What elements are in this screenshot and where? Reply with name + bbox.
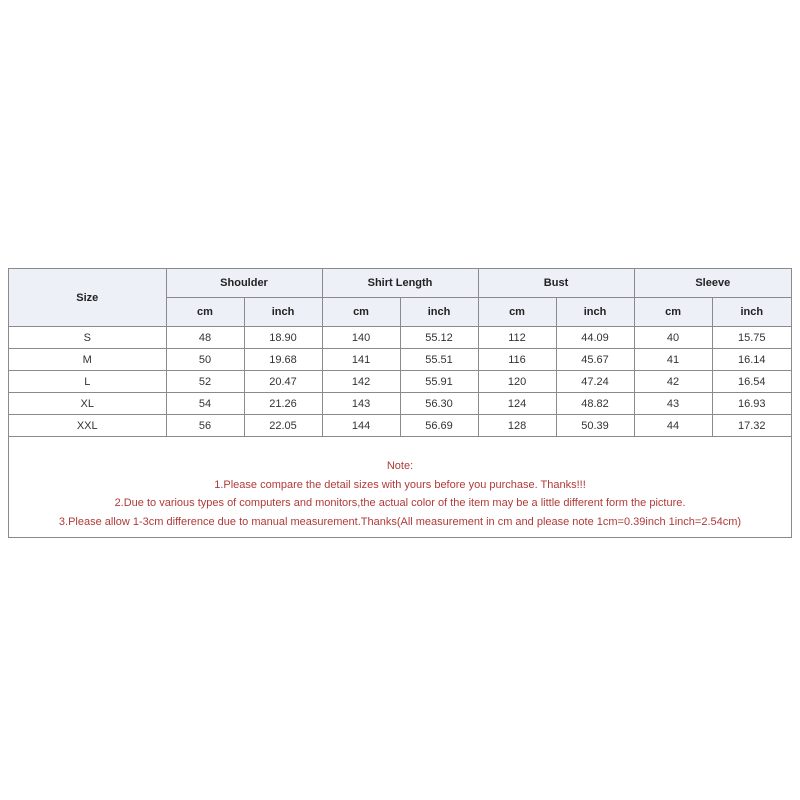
measurement-cell: 142 — [322, 371, 400, 393]
note-line: 1.Please compare the detail sizes with yours before you purchase. Thanks!!! — [214, 478, 586, 491]
table-row — [9, 393, 791, 415]
shirt-length-header: Shirt Length — [322, 269, 478, 298]
unit-header: cm — [634, 298, 712, 327]
note-line: 2.Due to various types of computers and monitors,the actual color of the item may be a little different form the picture. — [114, 497, 686, 509]
note-line: 3.Please allow 1-3cm difference due to manual measurement.Thanks(All measurement in cm and please note 1cm=0.39inch 1inch=2.54cm) — [58, 515, 742, 528]
measurement-cell: 55.12 — [400, 327, 478, 349]
measurement-cell: 41 — [634, 349, 712, 371]
measurement-cell: 116 — [478, 349, 556, 371]
measurement-cell: 48 — [166, 327, 244, 349]
unit-header: inch — [400, 298, 478, 327]
measurement-cell: 20.47 — [244, 371, 322, 393]
measurement-cell: 16.54 — [712, 371, 791, 393]
measurement-cell: 141 — [322, 349, 400, 371]
table-row — [9, 415, 791, 437]
unit-header: inch — [712, 298, 791, 327]
header-row-groups — [9, 269, 791, 298]
measurement-cell: 40 — [634, 327, 712, 349]
measurement-cell: 19.68 — [244, 349, 322, 371]
table-row — [9, 371, 791, 393]
note-title: Note: — [386, 460, 414, 472]
table-row — [9, 349, 791, 371]
measurement-cell: 22.05 — [244, 415, 322, 437]
measurement-cell: 48.82 — [556, 393, 634, 415]
bust-header: Bust — [478, 269, 634, 298]
measurement-cell: 17.32 — [712, 415, 791, 437]
measurement-cell: 144 — [322, 415, 400, 437]
measurement-cell: 43 — [634, 393, 712, 415]
measurement-cell: 112 — [478, 327, 556, 349]
measurement-cell: 16.93 — [712, 393, 791, 415]
measurement-cell: 128 — [478, 415, 556, 437]
measurement-cell: 55.51 — [400, 349, 478, 371]
measurement-cell: 143 — [322, 393, 400, 415]
measurement-cell: 50.39 — [556, 415, 634, 437]
measurement-cell: 18.90 — [244, 327, 322, 349]
table-row — [9, 327, 791, 349]
unit-header: inch — [556, 298, 634, 327]
size-column-header: Size — [9, 269, 166, 327]
unit-header: inch — [244, 298, 322, 327]
size-label-cell: XL — [9, 393, 166, 415]
unit-header: cm — [322, 298, 400, 327]
measurement-cell: 16.14 — [712, 349, 791, 371]
size-label-cell: M — [9, 349, 166, 371]
measurement-cell: 124 — [478, 393, 556, 415]
measurement-cell: 44 — [634, 415, 712, 437]
measurement-cell: 55.91 — [400, 371, 478, 393]
measurement-cell: 140 — [322, 327, 400, 349]
size-label-cell: L — [9, 371, 166, 393]
measurement-cell: 47.24 — [556, 371, 634, 393]
measurement-cell: 21.26 — [244, 393, 322, 415]
measurement-cell: 56.69 — [400, 415, 478, 437]
measurement-cell: 56.30 — [400, 393, 478, 415]
measurement-cell: 50 — [166, 349, 244, 371]
size-table — [9, 269, 791, 437]
measurement-cell: 45.67 — [556, 349, 634, 371]
measurement-cell: 52 — [166, 371, 244, 393]
measurement-cell: 15.75 — [712, 327, 791, 349]
measurement-cell: 54 — [166, 393, 244, 415]
shoulder-header: Shoulder — [166, 269, 322, 298]
measurement-cell: 120 — [478, 371, 556, 393]
unit-header: cm — [166, 298, 244, 327]
measurement-cell: 44.09 — [556, 327, 634, 349]
measurement-cell: 42 — [634, 371, 712, 393]
sleeve-header: Sleeve — [634, 269, 791, 298]
measurement-cell: 56 — [166, 415, 244, 437]
note-box — [9, 437, 791, 537]
size-table-body — [9, 327, 791, 437]
size-chart — [8, 268, 792, 538]
unit-header: cm — [478, 298, 556, 327]
size-label-cell: XXL — [9, 415, 166, 437]
size-label-cell: S — [9, 327, 166, 349]
